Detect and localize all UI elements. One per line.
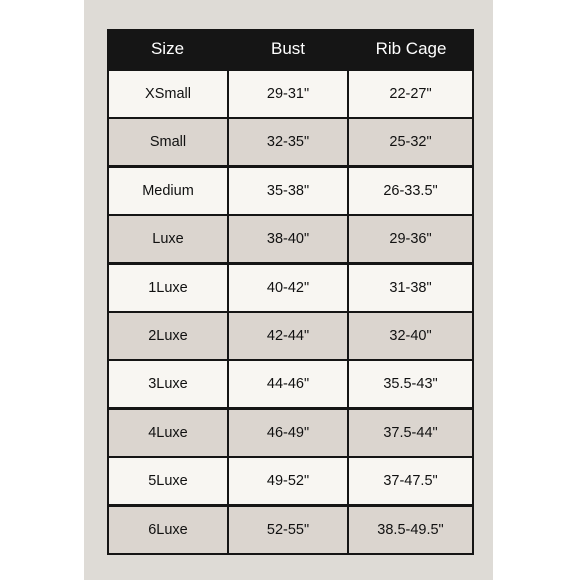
cell-size: XSmall: [109, 71, 227, 117]
cell-rib-cage: 35.5-43": [349, 361, 472, 407]
cell-bust: 35-38": [229, 168, 347, 214]
cell-bust: 42-44": [229, 313, 347, 359]
cell-size: Small: [109, 119, 227, 165]
cell-bust: 49-52": [229, 458, 347, 504]
cell-rib-cage: 22-27": [349, 71, 472, 117]
cell-size: 3Luxe: [109, 361, 227, 407]
cell-rib-cage: 26-33.5": [349, 168, 472, 214]
header-rib-cage: Rib Cage: [375, 39, 447, 58]
cell-size: 1Luxe: [109, 265, 227, 311]
cell-rib-cage: 37.5-44": [349, 410, 472, 456]
cell-bust: 38-40": [229, 216, 347, 262]
table-row: [109, 410, 472, 456]
table-header-row: [107, 29, 474, 69]
cell-size: Medium: [109, 168, 227, 214]
table-row: [109, 168, 472, 214]
cell-bust: 52-55": [229, 507, 347, 553]
table-row: [109, 507, 472, 553]
cell-rib-cage: 31-38": [349, 265, 472, 311]
cell-bust: 40-42": [229, 265, 347, 311]
cell-bust: 46-49": [229, 410, 347, 456]
cell-bust: 29-31": [229, 71, 347, 117]
table-row: [109, 216, 472, 262]
header-size: Size: [150, 39, 185, 58]
cell-bust: 32-35": [229, 119, 347, 165]
table-row: [109, 265, 472, 311]
size-chart-table: [107, 29, 474, 555]
cell-rib-cage: 37-47.5": [349, 458, 472, 504]
cell-size: 5Luxe: [109, 458, 227, 504]
cell-rib-cage: 38.5-49.5": [349, 507, 472, 553]
table-body: [109, 71, 472, 555]
cell-rib-cage: 32-40": [349, 313, 472, 359]
table-row: [109, 361, 472, 407]
cell-size: 4Luxe: [109, 410, 227, 456]
cell-size: 6Luxe: [109, 507, 227, 553]
cell-size: Luxe: [109, 216, 227, 262]
table-row: [109, 458, 472, 504]
cell-size: 2Luxe: [109, 313, 227, 359]
table-row: [109, 71, 472, 117]
table-row: [109, 313, 472, 359]
cell-rib-cage: 25-32": [349, 119, 472, 165]
cell-rib-cage: 29-36": [349, 216, 472, 262]
header-bust: Bust: [270, 39, 306, 58]
table-row: [109, 119, 472, 165]
cell-bust: 44-46": [229, 361, 347, 407]
